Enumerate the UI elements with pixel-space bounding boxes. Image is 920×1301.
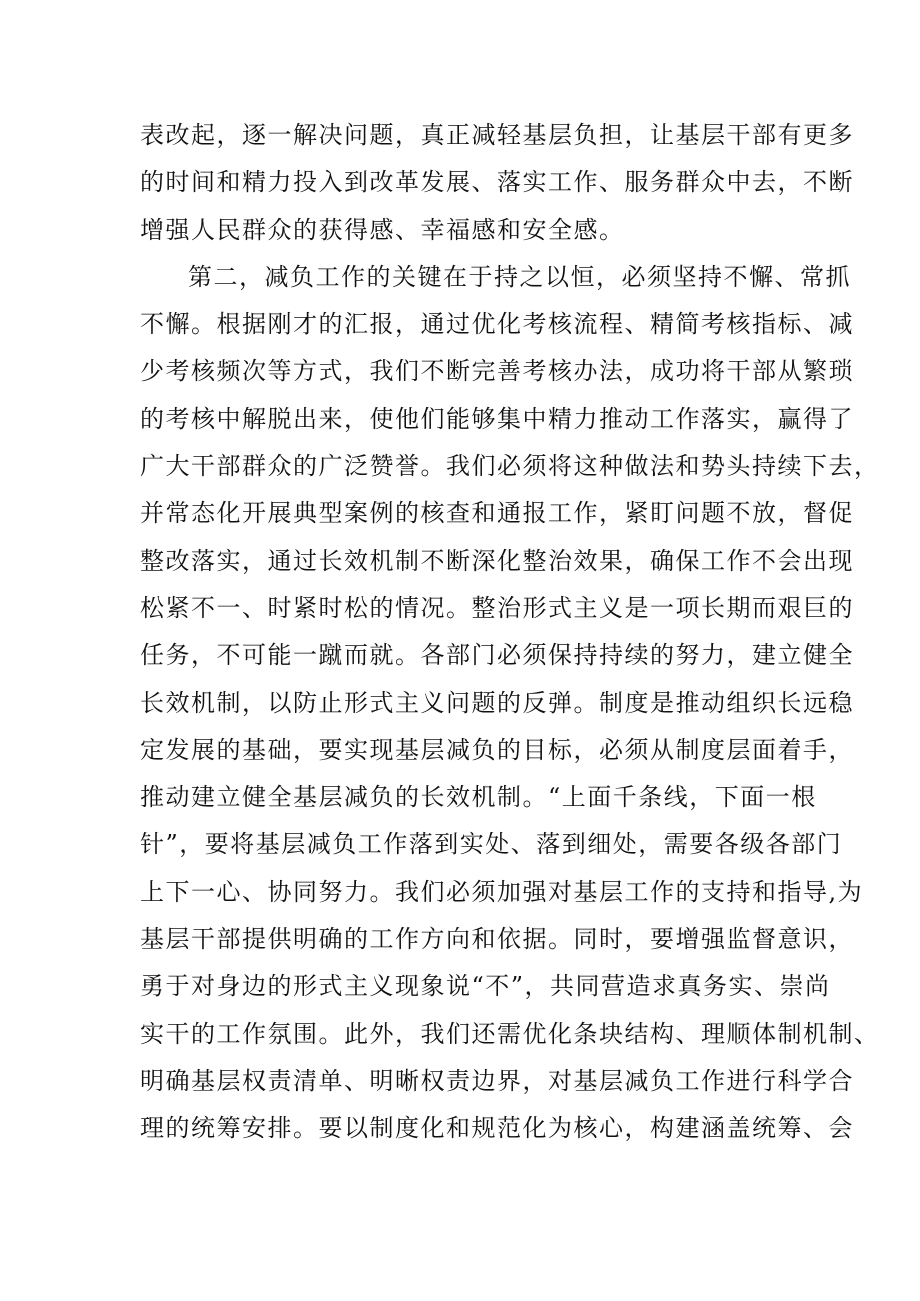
text-line: 实干的工作氛围。此外，我们还需优化条块结构、理顺体制机制、 (140, 1019, 880, 1048)
text-line: 增强人民群众的获得感、幸福感和安全感。 (140, 215, 625, 244)
text-line: 不懈。根据刚才的汇报，通过优化考核流程、精简考核指标、减 (140, 310, 854, 339)
text-line: 推动建立健全基层减负的长效机制。“上面千条线，下面一根 (140, 783, 817, 812)
text-line: 长效机制，以防止形式主义问题的反弹。制度是推动组织长远稳 (140, 688, 854, 717)
paragraph-start-line: 第二，减负工作的关键在于持之以恒，必须坚持不懈、常抓 (188, 262, 851, 291)
text-line: 少考核频次等方式，我们不断完善考核办法，成功将干部从繁琐 (140, 357, 854, 386)
text-line: 基层干部提供明确的工作方向和依据。同时，要增强监督意识， (140, 925, 854, 954)
text-line: 定发展的基础，要实现基层减负的目标，必须从制度层面着手， (140, 735, 854, 764)
body-text (140, 112, 880, 1153)
text-line: 的考核中解脱出来，使他们能够集中精力推动工作落实，赢得了 (140, 404, 854, 433)
text-line: 的时间和精力投入到改革发展、落实工作、服务群众中去，不断 (140, 168, 854, 197)
text-line: 针”，要将基层减负工作落到实处、落到细处，需要各级各部门 (140, 830, 843, 859)
text-line: 整改落实，通过长效机制不断深化整治效果，确保工作不会出现 (140, 546, 854, 575)
text-line: 并常态化开展典型案例的核查和通报工作，紧盯问题不放，督促 (140, 499, 854, 528)
text-line: 上下一心、协同努力。我们必须加强对基层工作的支持和指导,为 (140, 877, 864, 906)
text-line: 表改起，逐一解决问题，真正减轻基层负担，让基层干部有更多 (140, 121, 854, 149)
text-line: 任务，不可能一蹴而就。各部门必须保持持续的努力，建立健全 (140, 641, 854, 670)
text-line: 广大干部群众的广泛赞誉。我们必须将这种做法和势头持续下去， (140, 452, 880, 481)
text-line: 明确基层权责清单、明晰权责边界，对基层减负工作进行科学合 (140, 1066, 854, 1095)
text-line: 理的统筹安排。要以制度化和规范化为核心，构建涵盖统筹、会 (140, 1114, 854, 1143)
text-line: 松紧不一、时紧时松的情况。整治形式主义是一项长期而艰巨的 (140, 593, 854, 622)
text-line: 勇于对身边的形式主义现象说“不”，共同营造求真务实、崇尚 (140, 972, 831, 1001)
